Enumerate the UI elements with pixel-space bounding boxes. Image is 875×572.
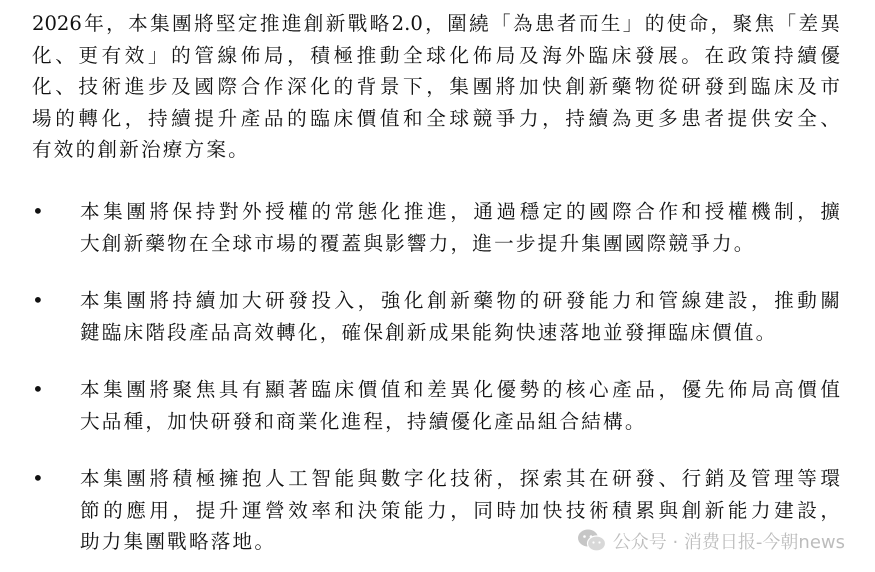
intro-paragraph (32, 8, 840, 166)
intro-line: 有效的創新治療方案。 (32, 138, 250, 161)
watermark (573, 526, 849, 556)
watermark-text: 公众号 · 消费日报-今朝news (612, 532, 845, 553)
bullet-icon: • (32, 466, 44, 490)
bullet-line: 助力集團戰略落地。 (80, 530, 277, 553)
bullet-icon: • (32, 199, 44, 223)
bullet-line: 大創新藥物在全球市場的覆蓋與影響力，進一步提升集團國際競爭力。 (80, 231, 756, 255)
bullet-line: 鍵臨床階段產品高效轉化，確保創新成果能夠快速落地並發揮臨床價值。 (80, 320, 778, 344)
bullet-line: 節的應用，提升運營效率和決策能力，同時加快技術積累與創新能力建設， (80, 498, 840, 522)
intro-line: 化、技術進步及國際合作深化的背景下，集團將加快創新藥物從研發到臨床及市 (32, 75, 840, 98)
bullet-text (80, 285, 840, 348)
intro-line: 2026年，本集團將堅定推進創新戰略2.0，圍繞「為患者而生」的使命，聚焦「差異 (32, 12, 840, 35)
bullet-line: 本集團將積極擁抱人工智能與數字化技術，探索其在研發、行銷及管理等環 (80, 467, 840, 490)
bullet-line: 本集團將持續加大研發投入，強化創新藥物的研發能力和管線建設，推動關 (80, 289, 840, 312)
bullet-line: 本集團將聚焦具有顯著臨床價值和差異化優勢的核心產品，優先佈局高價值 (80, 378, 840, 401)
bullet-text (80, 374, 840, 437)
wechat-icon (577, 528, 607, 554)
intro-line: 場的轉化，持續提升產品的臨床價值和全球競爭力，持續為更多患者提供安全、 (32, 106, 840, 130)
intro-line: 化、更有效」的管線佈局，積極推動全球化佈局及海外臨床發展。在政策持續優 (32, 43, 840, 67)
bullet-icon: • (32, 288, 44, 312)
bullet-line: 本集團將保持對外授權的常態化推進，通過穩定的國際合作和授權機制，擴 (80, 200, 840, 223)
bullet-text (80, 196, 840, 259)
bullet-icon: • (32, 377, 44, 401)
bullet-line: 大品種，加快研發和商業化進程，持續優化產品組合結構。 (80, 409, 647, 433)
